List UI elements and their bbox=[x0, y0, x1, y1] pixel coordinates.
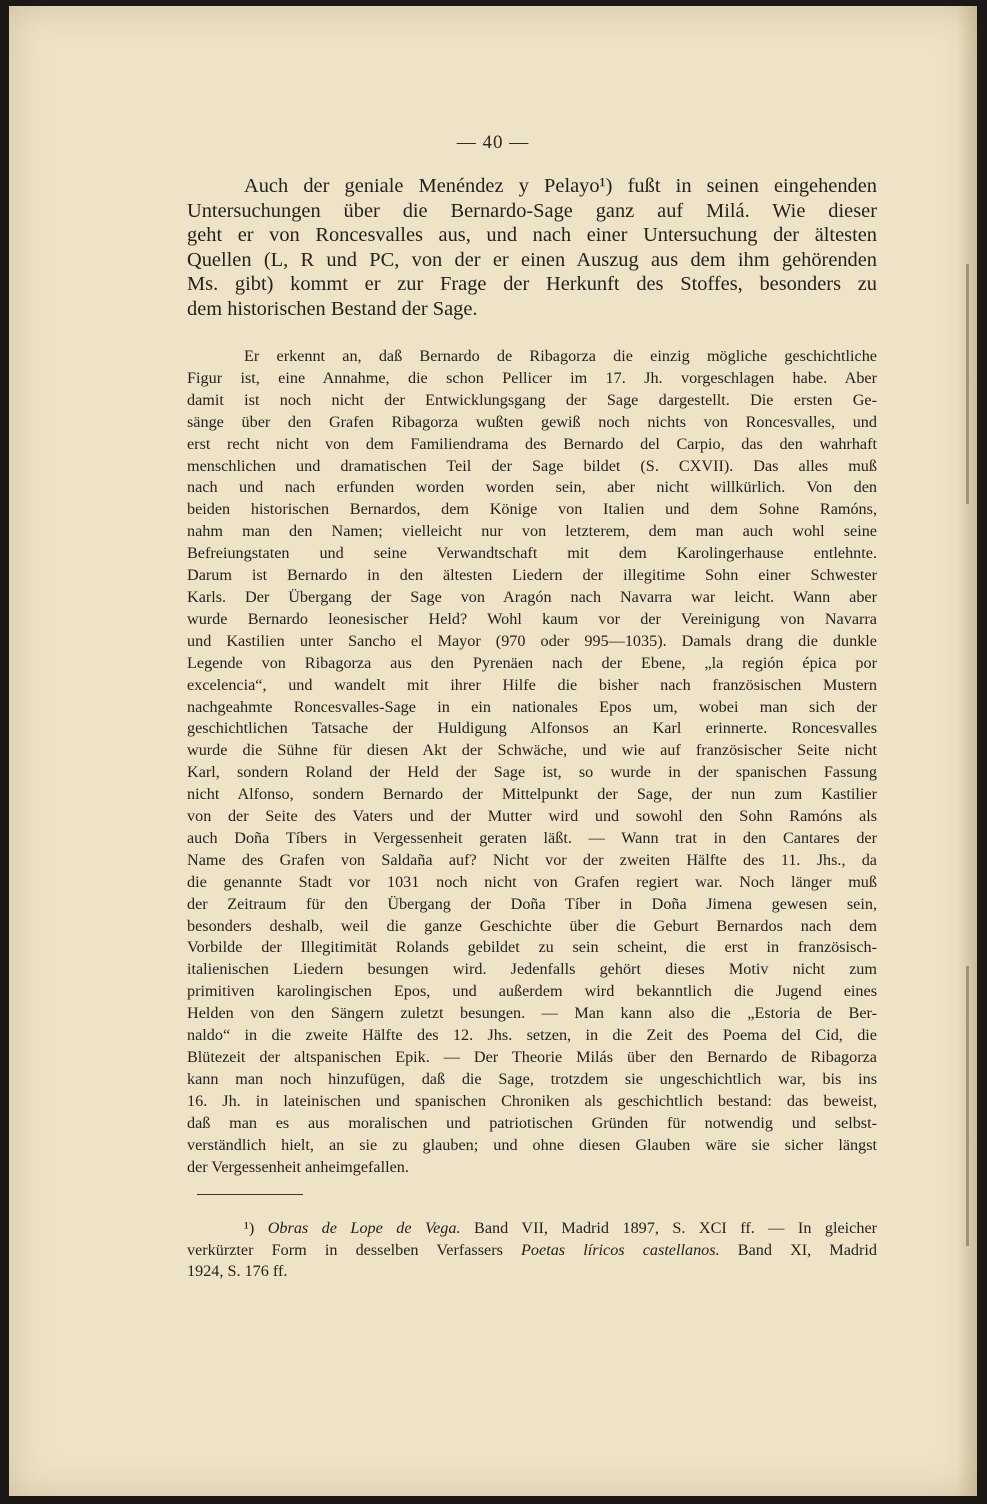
footnote-marker: ¹) bbox=[244, 1219, 255, 1237]
footnote-line-1 bbox=[187, 1218, 877, 1240]
body-line: besonders deshalb, weil die ganze Geschichte über die Geburt Bernardos nach dem bbox=[187, 916, 877, 935]
body-line: nachgeahmte Roncesvalles-Sage in ein nationales Epos um, wobei man sich der bbox=[187, 697, 877, 716]
lead-line: dem historischen Bestand der Sage. bbox=[187, 297, 478, 320]
lead-line: Untersuchungen über die Bernardo-Sage ganz auf Milá. Wie dieser bbox=[187, 199, 877, 222]
body-line: nach und nach erfunden worden worden sein, aber nicht willkürlich. Von den bbox=[187, 478, 877, 497]
body-line: wurde Bernardo leonesischer Held? Wohl kaum vor der Vereinigung von Navarra bbox=[187, 609, 877, 628]
body-line: italienischen Liedern besungen wird. Jedenfalls gehört dieses Motiv nicht zum bbox=[187, 960, 877, 979]
footnote-line-2 bbox=[187, 1240, 877, 1262]
footnote-title-1: Obras de Lope de Vega. bbox=[267, 1219, 461, 1237]
lead-line: geht er von Roncesvalles aus, und nach einer Untersuchung der ältesten bbox=[187, 224, 877, 247]
body-line: Helden von den Sängern zuletzt besungen. — Man kann also die „Estoria de Ber- bbox=[187, 1004, 877, 1023]
body-line: primitiven karolingischen Epos, und außerdem wird bekanntlich die Jugend eines bbox=[187, 982, 877, 1001]
body-line: Karl, sondern Roland der Held der Sage ist, so wurde in der spanischen Fassung bbox=[187, 763, 877, 782]
body-line: der Vergessenheit anheimgefallen. bbox=[187, 1157, 409, 1176]
body-line: Karls. Der Übergang der Sage von Aragón nach Navarra war leicht. Wann aber bbox=[187, 587, 877, 606]
lead-paragraph bbox=[187, 174, 877, 322]
footnote-rule bbox=[197, 1194, 303, 1195]
body-line: Vorbilde der Illegitimität Rolands gebildet zu sein scheint, die erst in französisch- bbox=[187, 938, 877, 957]
body-line: sänge über den Grafen Ribagorza wußten gewiß noch nichts von Roncesvalles, und bbox=[187, 412, 877, 431]
body-line: geschichtlichen Tatsache der Huldigung Alfonsos an Karl erinnerte. Roncesvalles bbox=[187, 719, 877, 738]
footnote-line-3: 1924, S. 176 ff. bbox=[187, 1262, 288, 1280]
body-line: von der Seite des Vaters und der Mutter wird und sowohl den Sohn Ramóns als bbox=[187, 807, 877, 826]
body-line: beiden historischen Bernardos, dem Könige von Italien und dem Sohne Ramóns, bbox=[187, 500, 877, 519]
footnote-text-2a: verkürzter Form in desselben Verfassers bbox=[187, 1240, 503, 1259]
binding-mark-lower bbox=[966, 966, 969, 1246]
body-line: Darum ist Bernardo in den ältesten Liedern der illegitime Sohn einer Schwester bbox=[187, 566, 877, 585]
lead-line: Auch der geniale Menéndez y Pelayo¹) fußt in seinen eingehenden bbox=[244, 175, 877, 197]
lead-line: Quellen (L, R und PC, von der er einen Auszug aus dem ihm gehörenden bbox=[187, 248, 877, 271]
body-line: menschlichen und dramatischen Teil der Sage bildet (S. CXVII). Das alles muß bbox=[187, 456, 877, 475]
body-line: wurde die Sühne für diesen Akt der Schwäche, und wie auf französischer Seite nicht bbox=[187, 741, 877, 760]
body-line: naldo“ in die zweite Hälfte des 12. Jhs. setzen, in die Zeit des Poema del Cid, die bbox=[187, 1026, 877, 1045]
footnote-title-2: Poetas líricos castellanos. bbox=[521, 1240, 720, 1259]
binding-mark-upper bbox=[966, 264, 969, 504]
body-line: die genannte Stadt vor 1031 noch nicht von Grafen regiert war. Noch länger muß bbox=[187, 872, 877, 891]
document-page bbox=[9, 6, 977, 1496]
body-line: kann man noch hinzufügen, daß die Sage, trotzdem sie ungeschichtlich war, bis ins bbox=[187, 1069, 877, 1088]
body-line: 16. Jh. in lateinischen und spanischen Chroniken als geschichtlich bestand: das beweist, bbox=[187, 1091, 877, 1110]
body-line: Blütezeit der altspanischen Epik. — Der Theorie Milás über den Bernardo de Ribagorza bbox=[187, 1048, 877, 1066]
body-line: der Zeitraum für den Übergang der Doña Tíber in Doña Jimena gewesen sein, bbox=[187, 894, 877, 913]
body-line: erst recht nicht von dem Familiendrama des Bernardo del Carpio, das den wahrhaft bbox=[187, 434, 877, 453]
body-line: excelencia“, und wandelt mit ihrer Hilfe die bisher nach französischen Mustern bbox=[187, 675, 877, 694]
lead-line: Ms. gibt) kommt er zur Frage der Herkunft des Stoffes, besonders zu bbox=[187, 273, 877, 296]
body-line: nicht Alfonso, sondern Bernardo der Mittelpunkt der Sage, der nun zum Kastilier bbox=[187, 785, 877, 804]
body-line: auch Doña Tíbers in Vergessenheit geraten läßt. — Wann trat in den Cantares der bbox=[187, 828, 877, 847]
body-line: und Kastilien unter Sancho el Mayor (970 oder 995—1035). Damals drang die dunkle bbox=[187, 631, 877, 650]
footnote bbox=[187, 1218, 877, 1283]
body-line: Befreiungstaten und seine Verwandtschaft mit dem Karolingerhause entlehnte. bbox=[187, 544, 877, 563]
body-line: Figur ist, eine Annahme, die schon Pellicer im 17. Jh. vorgeschlagen habe. Aber bbox=[187, 368, 877, 387]
footnote-text-1: Band VII, Madrid 1897, S. XCI ff. — In gleicher bbox=[474, 1219, 878, 1237]
page-number: — 40 — bbox=[456, 132, 530, 153]
body-line: verständlich hielt, an sie zu glauben; und ohne diesen Glauben wäre sie sicher längst bbox=[187, 1135, 877, 1154]
body-line: daß man es aus moralischen und patriotischen Gründen für notwendig und selbst- bbox=[187, 1113, 877, 1132]
footnote-text-2b: Band XI, Madrid bbox=[737, 1240, 877, 1259]
body-line: Name des Grafen von Saldaña auf? Nicht vor der zweiten Hälfte des 11. Jhs., da bbox=[187, 850, 877, 869]
body-line: nahm man den Namen; vielleicht nur von letzterem, dem man auch wohl seine bbox=[187, 522, 877, 541]
body-line: Legende von Ribagorza aus den Pyrenäen nach der Ebene, „la región épica por bbox=[187, 653, 877, 672]
body-paragraph bbox=[187, 346, 877, 1178]
page-edge-shading bbox=[957, 6, 977, 1496]
body-line: damit ist noch nicht der Entwicklungsgang der Sage dargestellt. Die ersten Ge- bbox=[187, 390, 877, 409]
body-line: Er erkennt an, daß Bernardo de Ribagorza die einzig mögliche geschichtliche bbox=[244, 347, 877, 365]
